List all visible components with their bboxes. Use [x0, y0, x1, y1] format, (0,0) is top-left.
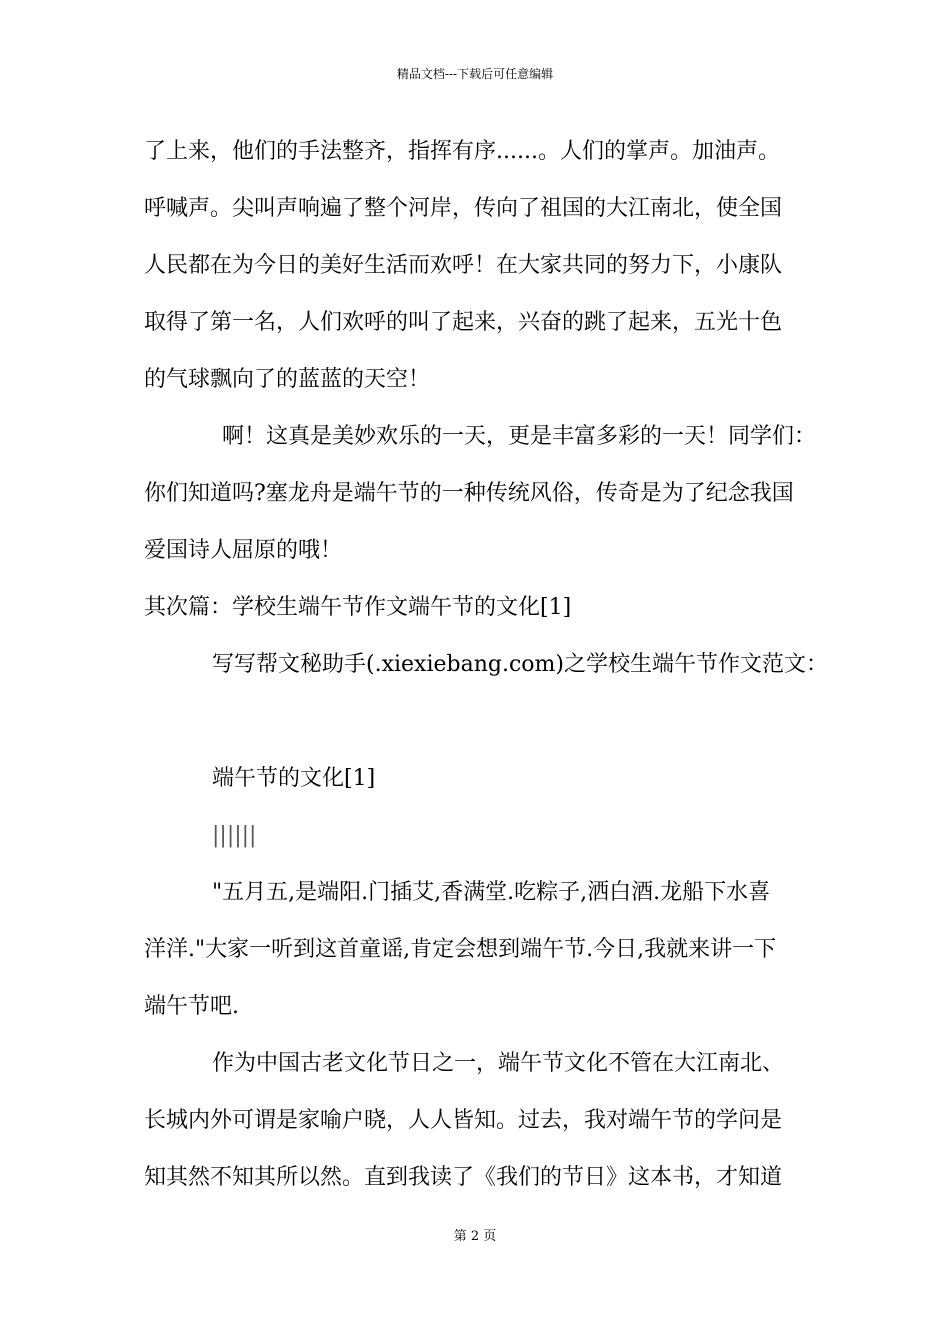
text-line-5: 的气球飘向了的蓝蓝的天空！ — [144, 367, 431, 392]
page-number: 第 2 页 — [453, 1229, 497, 1244]
text-line-4: 取得了第一名，人们欢呼的叫了起来，兴奋的跳了起来，五光十色 — [144, 310, 783, 335]
text-line-14: 知其然不知其所以然。直到我读了《我们的节日》这本书，才知道 — [144, 1165, 783, 1190]
text-line-9: "五月五,是端阳.门插艾,香满堂.吃粽子,洒白酒.龙船下水喜 — [212, 880, 771, 905]
text-line-7: 你们知道吗?塞龙舟是端午节的一种传统风俗，传奇是为了纪念我国 — [144, 481, 794, 506]
text-line-2: 呼喊声。尖叫声响遍了整个河岸，传向了祖国的大江南北，使全国 — [144, 196, 783, 221]
text-line-source: 写写帮文秘助手(.xiexiebang.com)之学校生端午节作文范文： — [212, 652, 828, 677]
page-header: 精品文档---下载后可任意编辑 — [396, 67, 554, 81]
text-line-11: 端午节吧. — [144, 994, 239, 1019]
text-line-12: 作为中国古老文化节日之一，端午节文化不管在大江南北、 — [212, 1051, 785, 1076]
text-line-6: 啊！这真是美妙欢乐的一天，更是丰富多彩的一天！同学们： — [222, 424, 817, 449]
text-line-1: 了上来，他们的手法整齐，指挥有序......。人们的掌声。加油声。 — [144, 139, 780, 164]
text-line-10: 洋洋."大家一听到这首童谣,肯定会想到端午节.今日,我就来讲一下 — [144, 937, 777, 962]
text-line-13: 长城内外可谓是家喻户晓，人人皆知。过去，我对端午节的学问是 — [144, 1108, 783, 1133]
separator-bars: |||||| — [212, 823, 257, 848]
section-heading: 其次篇：学校生端午节作文端午节的文化[1] — [144, 595, 572, 620]
article-title: 端午节的文化[1] — [212, 766, 376, 791]
text-line-3: 人民都在为今日的美好生活而欢呼！在大家共同的努力下，小康队 — [144, 253, 783, 278]
text-line-8: 爱国诗人屈原的哦！ — [144, 538, 343, 563]
